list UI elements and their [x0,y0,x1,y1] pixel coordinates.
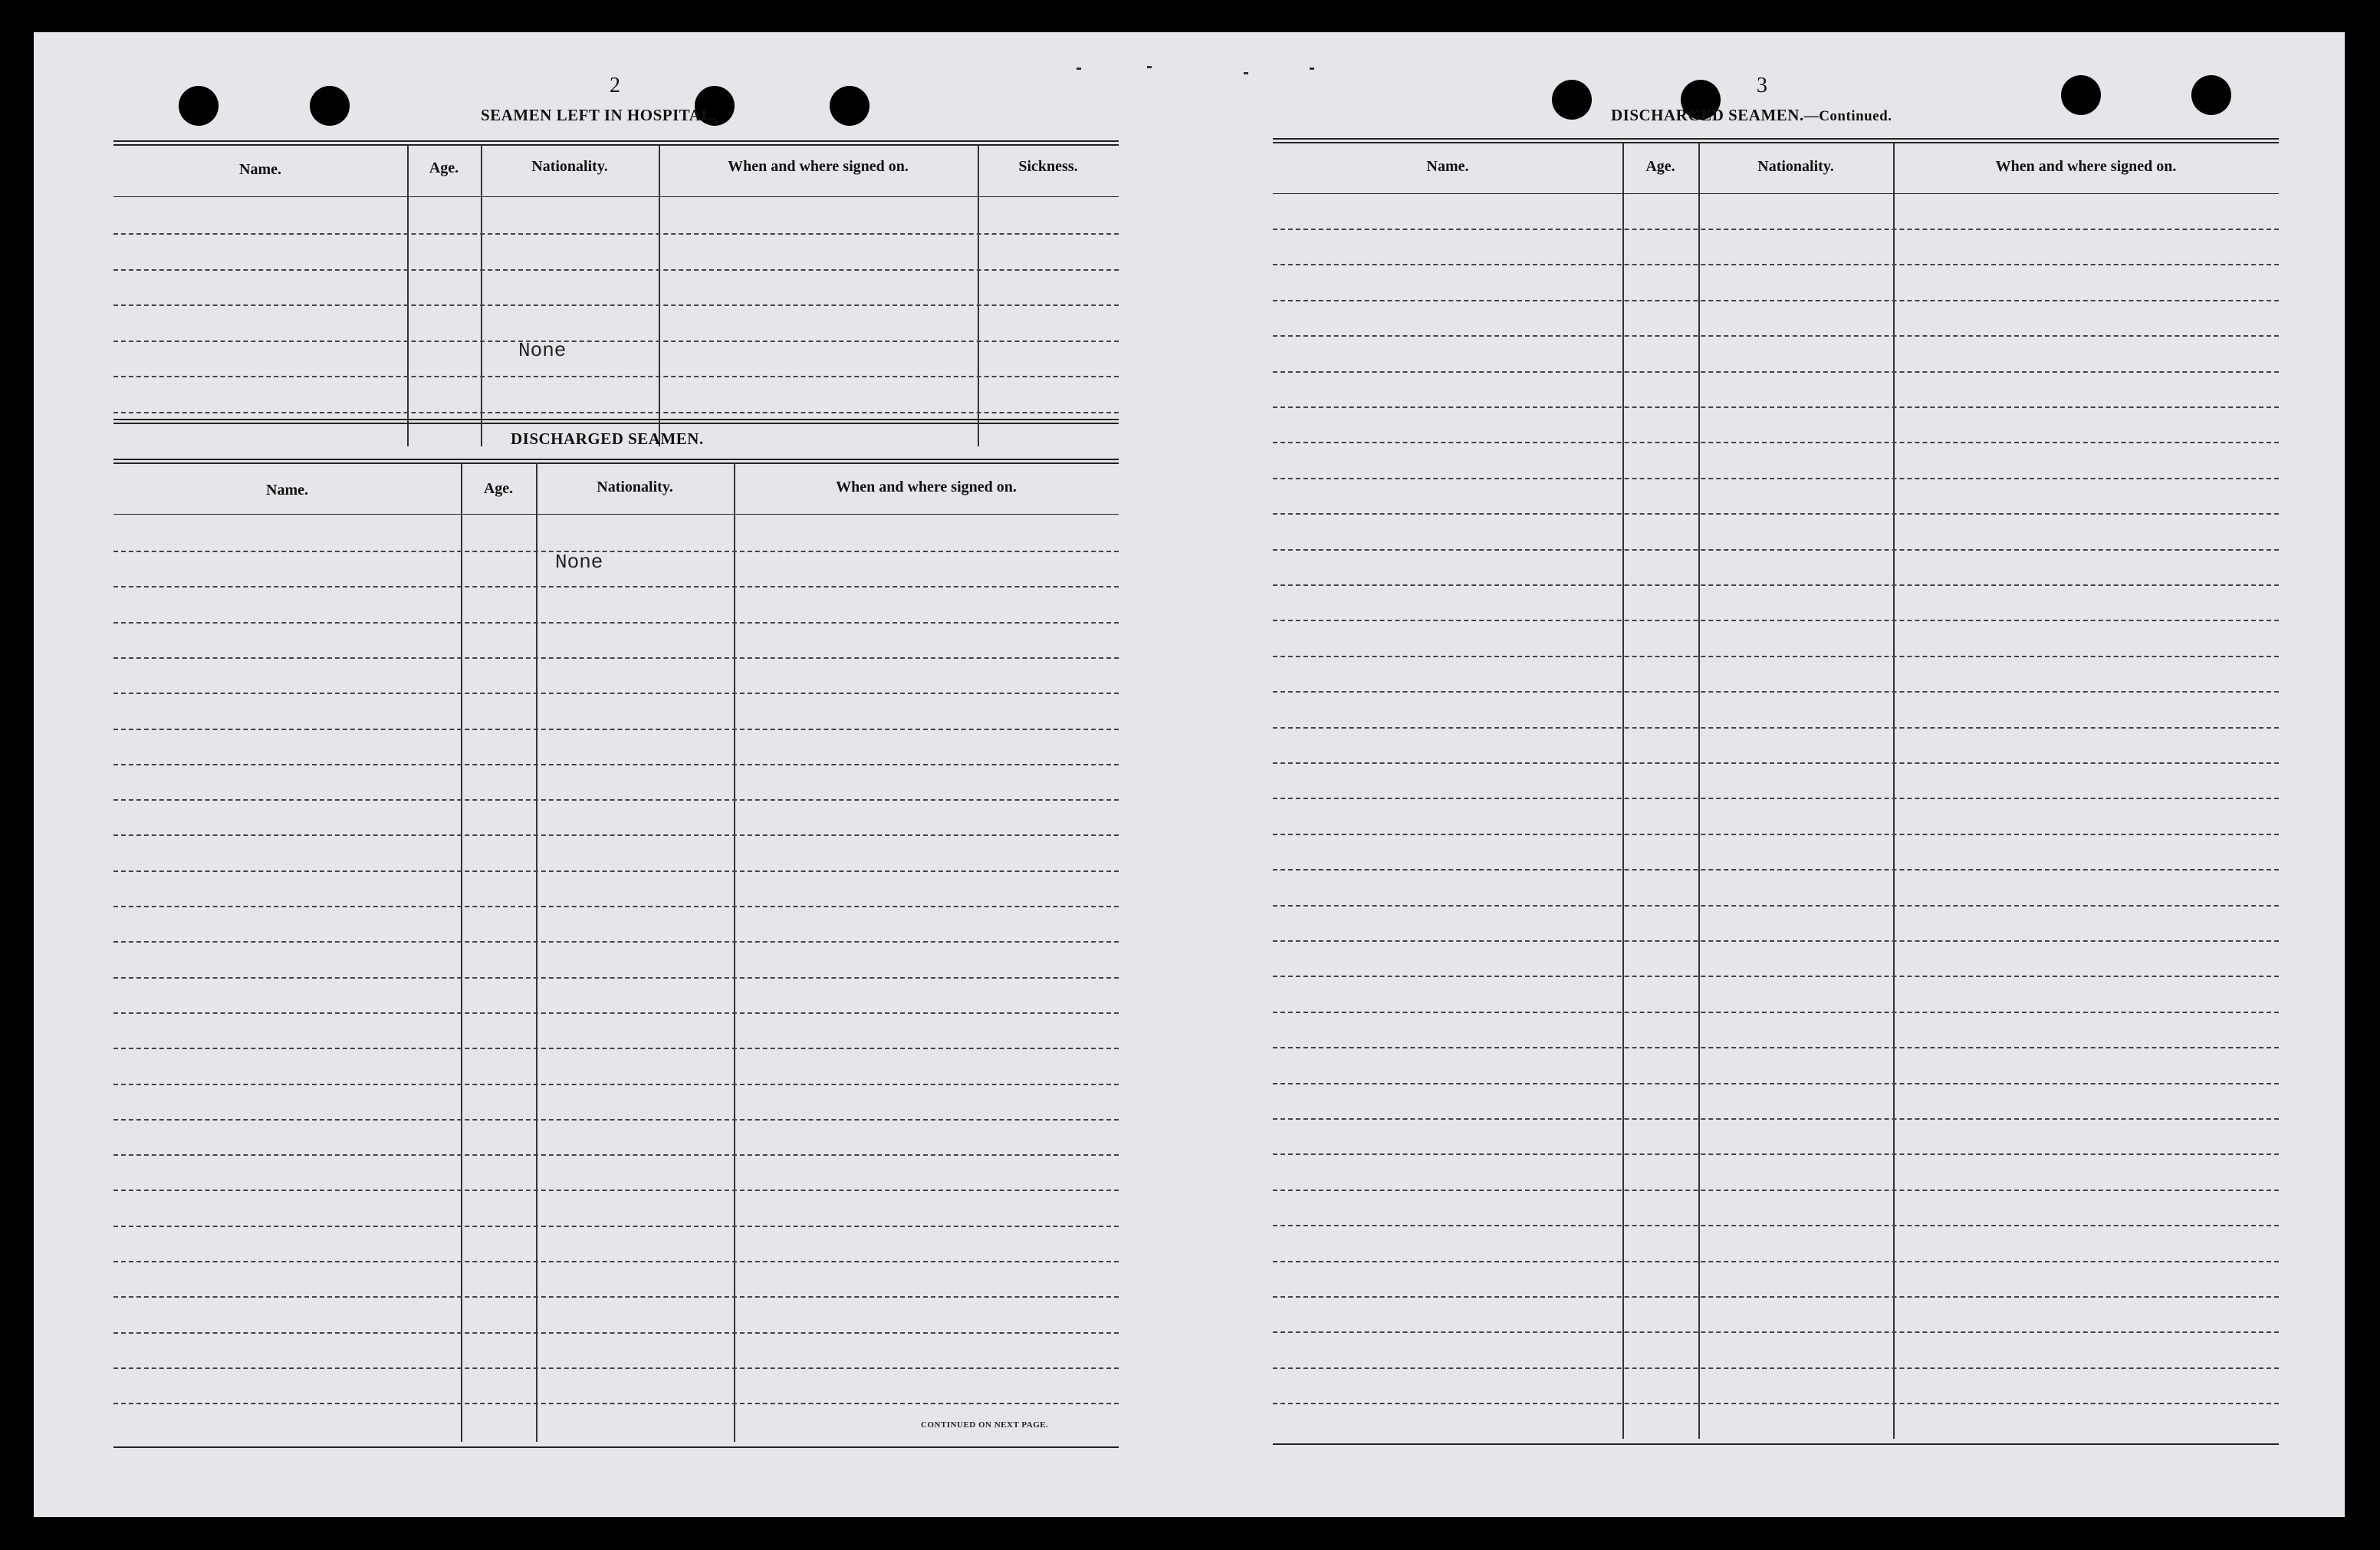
ruled-line [1273,620,2279,621]
column-header-name: Name. [266,482,308,499]
ruled-line [1273,584,2279,586]
ruled-line [113,1190,1119,1191]
ruled-line [1273,976,2279,977]
ruled-line [1273,549,2279,551]
right-page [1189,32,2345,1517]
column-header-signed-on: When and where signed on. [728,158,909,175]
ruled-line [1273,371,2279,373]
table-top-rule [1273,138,2279,143]
column-header-age: Age. [483,480,514,497]
left-page [34,32,1189,1517]
ruled-line [113,1154,1119,1156]
ruled-line [113,941,1119,943]
ruled-line [1273,513,2279,515]
ruled-line [1273,762,2279,764]
ruled-line [113,799,1119,801]
column-header-signed-on: When and where signed on. [1995,158,2177,175]
column-header-name: Name. [1426,158,1469,175]
ruled-line [113,586,1119,587]
ruled-line [113,551,1119,552]
ruled-line [113,269,1119,271]
table-top-rule [113,140,1119,146]
ruled-line [1273,1118,2279,1120]
continued-footer: CONTINUED ON NEXT PAGE. [921,1420,1049,1430]
column-header-signed-on: When and where signed on. [836,479,1017,495]
header-rule [113,514,1119,515]
column-divider [734,463,735,1442]
ruled-line [113,1084,1119,1085]
column-header-sickness: Sickness. [1018,158,1078,175]
ruled-line [1273,1190,2279,1191]
ruled-line [113,1261,1119,1262]
column-divider [1893,143,1895,1439]
page-number: 2 [610,74,620,97]
ruled-line [1273,691,2279,693]
ruled-line [113,977,1119,979]
header-rule [1273,193,2279,194]
page-number: 3 [1757,74,1767,97]
ruled-line [1273,264,2279,265]
discharged-section-title: DISCHARGED SEAMEN. [511,429,704,448]
ruled-line [113,341,1119,342]
ruled-line [1273,1261,2279,1262]
ruled-line [113,1332,1119,1334]
column-header-age: Age. [429,160,459,176]
ruled-line [1273,442,2279,443]
ruled-line [113,376,1119,377]
column-header-nationality: Nationality. [1757,158,1834,175]
ruled-line [113,1296,1119,1298]
ruled-line [113,412,1119,413]
ruled-line [113,1367,1119,1369]
column-divider [1622,143,1624,1439]
column-divider [1698,143,1700,1439]
ruled-line [1273,1403,2279,1404]
ruled-line [1273,406,2279,408]
title-main: DISCHARGED SEAMEN. [1611,106,1804,124]
column-header-nationality: Nationality. [597,479,673,495]
ruled-line [1273,1367,2279,1369]
ruled-line [1273,834,2279,835]
ruled-line [1273,1153,2279,1155]
ruled-line [1273,1331,2279,1333]
hospital-entry-none: None [518,339,567,362]
table-bottom-rule [113,1446,1119,1448]
ruled-line [1273,335,2279,337]
ruled-line [1273,798,2279,799]
ruled-line [1273,727,2279,729]
ruled-line [113,1403,1119,1404]
column-divider [978,145,979,446]
ruled-line [1273,905,2279,907]
discharged-entry-none: None [555,551,603,574]
hospital-section-title: SEAMEN LEFT IN HOSPITAL. [481,106,717,124]
column-header-age: Age. [1645,158,1675,175]
ruled-line [1273,940,2279,942]
ruled-line [113,1012,1119,1014]
ruled-line [113,1226,1119,1227]
column-header-name: Name. [239,161,281,178]
column-divider [407,145,409,446]
ruled-line [113,870,1119,872]
ruled-line [113,304,1119,306]
discharged-continued-title [1611,106,1892,125]
ruled-line [1273,1012,2279,1013]
ruled-line [113,622,1119,624]
column-divider [659,145,660,446]
ruled-line [1273,1225,2279,1226]
table-top-rule [113,459,1119,464]
ruled-line [113,729,1119,730]
ruled-line [113,834,1119,836]
ruled-line [113,233,1119,235]
ruled-line [1273,869,2279,870]
table-bottom-rule [1273,1443,2279,1445]
ruled-line [1273,1047,2279,1048]
document-spread [34,32,2345,1517]
ruled-line [113,1048,1119,1049]
table-bottom-rule [113,419,1119,424]
ruled-line [113,657,1119,659]
header-rule [113,196,1119,197]
ruled-line [1273,478,2279,479]
ruled-line [113,693,1119,694]
column-header-nationality: Nationality. [531,158,608,175]
ruled-line [113,906,1119,907]
ruled-line [1273,1296,2279,1298]
column-divider [461,463,462,1442]
ruled-line [1273,229,2279,230]
title-suffix: —Continued. [1803,108,1892,124]
ruled-line [1273,1083,2279,1084]
column-divider [536,463,537,1442]
ruled-line [1273,300,2279,301]
ruled-line [1273,656,2279,657]
column-divider [481,145,482,446]
ruled-line [113,1119,1119,1121]
ruled-line [113,764,1119,765]
